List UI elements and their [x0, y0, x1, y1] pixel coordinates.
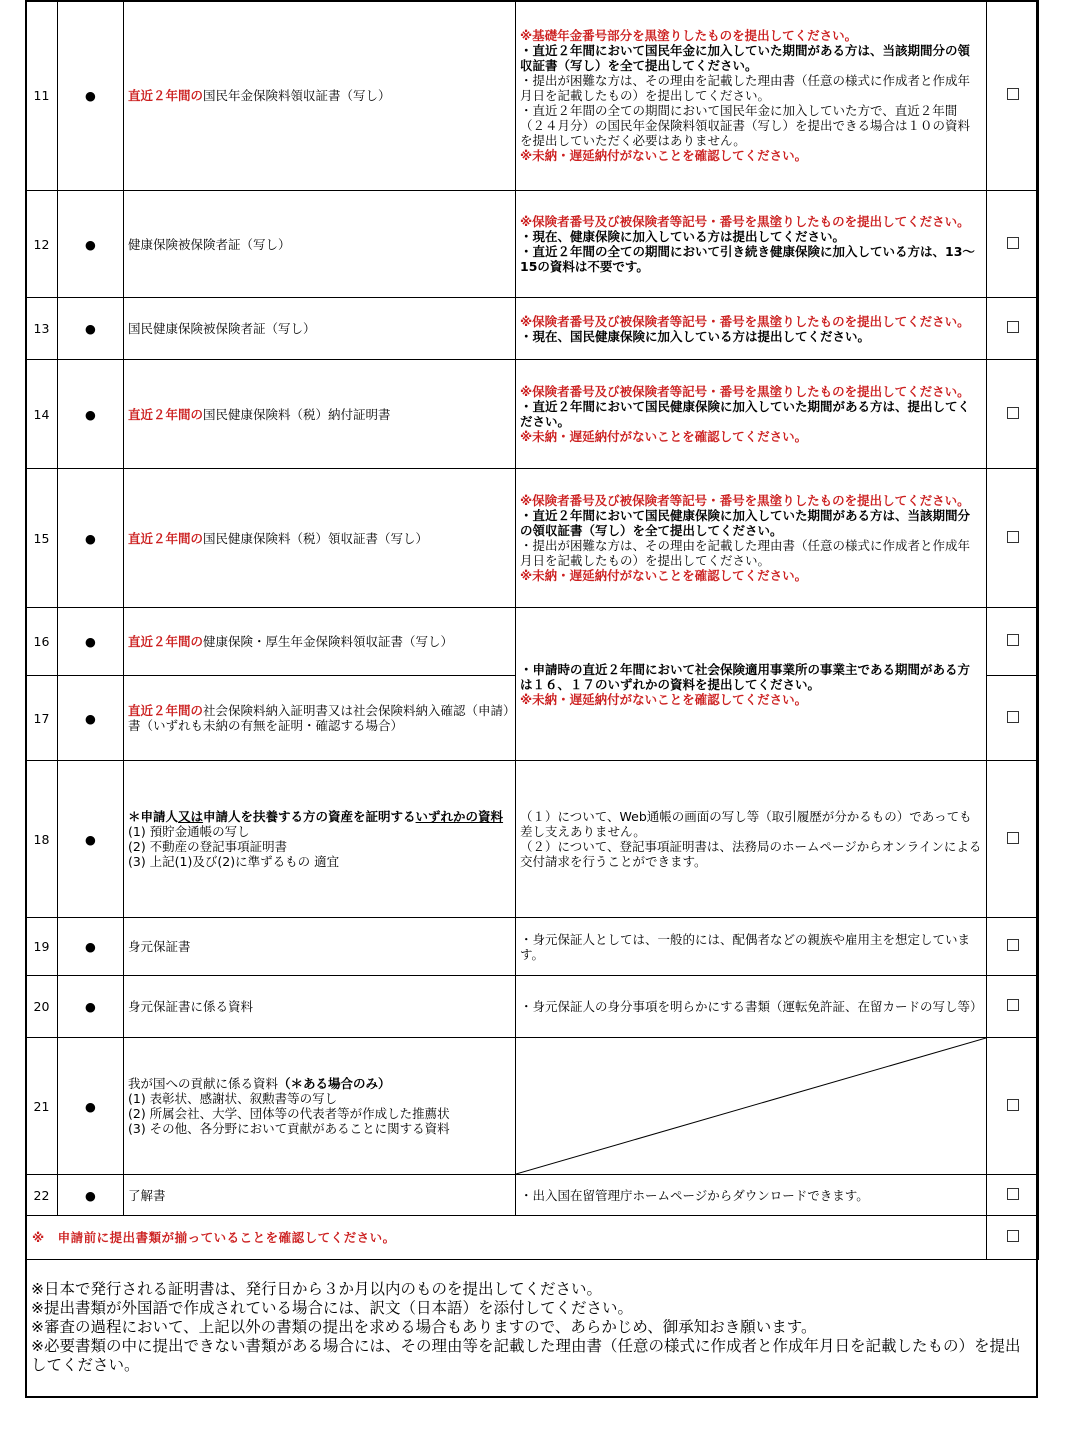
checkbox[interactable]: [1007, 1230, 1019, 1242]
document-notes: ※基礎年金番号部分を黒塗りしたものを提出してください。 ・直近２年間において国民年金に加入していた期間がある方は、当該期間分の領収証書（写し）を全て提出してください。 ・提出が困難な方は、その理由を記載した理由書（任意の様式に作成者と作成年月日を記載したもの）を提出してください。 ・直近２年間の全ての期間において国民年金に加入していた方で、直近２年間（２４月分）の国民年金保険料領収証書（写し）を提出できる場合は１０の資料を提出していただく必要はありません。 ※未納・遅延納付がないことを確認してください。: [516, 1, 987, 191]
required-bullet-icon: ●: [58, 676, 124, 761]
document-name: 国民健康保険被保険者証（写し）: [124, 298, 516, 360]
checkbox-cell[interactable]: [987, 676, 1039, 761]
required-bullet-icon: ●: [58, 1175, 124, 1216]
checkbox[interactable]: [1007, 634, 1019, 646]
row-number: 16: [26, 608, 58, 676]
checkbox-cell[interactable]: [987, 298, 1039, 360]
row-number: 14: [26, 360, 58, 469]
checkbox[interactable]: [1007, 321, 1019, 333]
document-notes: ・申請時の直近２年間において社会保険適用事業所の事業主である期間がある方は１６、１７のいずれかの資料を提出してください。 ※未納・遅延納付がないことを確認してください。: [516, 608, 987, 761]
checkbox[interactable]: [1007, 88, 1019, 100]
table-row: [26, 191, 1039, 298]
document-name: 我が国への貢献に係る資料（＊ある場合のみ） (1) 表彰状、感謝状、叙勲書等の写し (2) 所属会社、大学、団体等の代表者等が作成した推薦状 (3) その他、各分野において貢献があることに関する資料: [124, 1038, 516, 1175]
footer-note: ※審査の過程において、上記以外の書類の提出を求める場合もありますので、あらかじめ、御承知おき願います。: [31, 1318, 817, 1336]
document-notes: ・身元保証人としては、一般的には、配偶者などの親族や雇用主を想定しています。: [516, 918, 987, 976]
required-bullet-icon: ●: [58, 918, 124, 976]
required-bullet-icon: ●: [58, 360, 124, 469]
document-name: 身元保証書に係る資料: [124, 976, 516, 1038]
table-row: [26, 360, 1039, 469]
footer-note: ※必要書類の中に提出できない書類がある場合には、その理由等を記載した理由書（任意の様式に作成者と作成年月日を記載したもの）を提出してください。: [31, 1337, 1021, 1374]
document-notes: （１）について、Web通帳の画面の写し等（取引履歴が分かるもの）であっても差し支えありません。 （２）について、登記事項証明書は、法務局のホームページからオンラインによる交付請求を行うことができます。: [516, 761, 987, 918]
required-bullet-icon: ●: [58, 191, 124, 298]
document-name: 健康保険被保険者証（写し）: [124, 191, 516, 298]
document-notes: ・身元保証人の身分事項を明らかにする書類（運転免許証、在留カードの写し等）: [516, 976, 987, 1038]
checkbox-cell[interactable]: [987, 1216, 1039, 1260]
confirm-message: ※ 申請前に提出書類が揃っていることを確認してください。: [26, 1216, 987, 1260]
checkbox-cell[interactable]: [987, 761, 1039, 918]
required-bullet-icon: ●: [58, 976, 124, 1038]
footer-note: ※提出書類が外国語で作成されている場合には、訳文（日本語）を添付してください。: [31, 1299, 633, 1317]
table-row: [26, 1038, 1039, 1175]
checkbox-cell[interactable]: [987, 191, 1039, 298]
table-row: [26, 976, 1039, 1038]
document-notes: ・出入国在留管理庁ホームページからダウンロードできます。: [516, 1175, 987, 1216]
required-bullet-icon: ●: [58, 761, 124, 918]
checkbox[interactable]: [1007, 237, 1019, 249]
document-notes: ※保険者番号及び被保険者等記号・番号を黒塗りしたものを提出してください。 ・現在、健康保険に加入している方は提出してください。 ・直近２年間の全ての期間において引き続き健康保険に加入している方は、13～15の資料は不要です。: [516, 191, 987, 298]
row-number: 12: [26, 191, 58, 298]
row-number: 20: [26, 976, 58, 1038]
document-name: 直近２年間の社会保険料納入証明書又は社会保険料納入確認（申請）書（いずれも未納の有無を証明・確認する場合）: [124, 676, 516, 761]
table-row: [26, 761, 1039, 918]
row-number: 19: [26, 918, 58, 976]
document-checklist-table: [25, 0, 1039, 1260]
table-row: [26, 1175, 1039, 1216]
checkbox-cell[interactable]: [987, 469, 1039, 608]
document-name: 直近２年間の健康保険・厚生年金保険料領収証書（写し）: [124, 608, 516, 676]
document-name: 了解書: [124, 1175, 516, 1216]
checkbox[interactable]: [1007, 407, 1019, 419]
checkbox[interactable]: [1007, 711, 1019, 723]
checkbox-cell[interactable]: [987, 360, 1039, 469]
required-bullet-icon: ●: [58, 608, 124, 676]
row-number: 13: [26, 298, 58, 360]
diagonal-slash: [516, 1038, 986, 1174]
table-row: [26, 1, 1039, 191]
checkbox-cell[interactable]: [987, 1, 1039, 191]
document-name: 直近２年間の国民健康保険料（税）領収証書（写し）: [124, 469, 516, 608]
not-applicable-cell: [516, 1038, 987, 1175]
checkbox[interactable]: [1007, 1099, 1019, 1111]
table-row: [26, 298, 1039, 360]
document-notes: ※保険者番号及び被保険者等記号・番号を黒塗りしたものを提出してください。 ・直近２年間において国民健康保険に加入していた期間がある方は、提出してください。 ※未納・遅延納付がないことを確認してください。: [516, 360, 987, 469]
required-bullet-icon: ●: [58, 1038, 124, 1175]
document-name: ＊申請人又は申請人を扶養する方の資産を証明するいずれかの資料 (1) 預貯金通帳の写し (2) 不動産の登記事項証明書 (3) 上記(1)及び(2)に準ずるもの 適宜: [124, 761, 516, 918]
checkbox[interactable]: [1007, 939, 1019, 951]
checkbox[interactable]: [1007, 832, 1019, 844]
checkbox-cell[interactable]: [987, 976, 1039, 1038]
footer-notes: [31, 1280, 1031, 1375]
required-bullet-icon: ●: [58, 298, 124, 360]
document-notes: ※保険者番号及び被保険者等記号・番号を黒塗りしたものを提出してください。 ・現在、国民健康保険に加入している方は提出してください。: [516, 298, 987, 360]
checkbox-cell[interactable]: [987, 608, 1039, 676]
document-name: 直近２年間の国民健康保険料（税）納付証明書: [124, 360, 516, 469]
row-number: 17: [26, 676, 58, 761]
row-number: 21: [26, 1038, 58, 1175]
document-notes: ※保険者番号及び被保険者等記号・番号を黒塗りしたものを提出してください。 ・直近２年間において国民健康保険に加入していた期間がある方は、当該期間分の領収証書（写し）を全て提出してください。 ・提出が困難な方は、その理由を記載した理由書（任意の様式に作成者と作成年月日を記載したもの）を提出してください。 ※未納・遅延納付がないことを確認してください。: [516, 469, 987, 608]
required-bullet-icon: ●: [58, 1, 124, 191]
checkbox-cell[interactable]: [987, 918, 1039, 976]
table-row: [26, 608, 1039, 676]
checkbox[interactable]: [1007, 999, 1019, 1011]
row-number: 15: [26, 469, 58, 608]
table-row: [26, 469, 1039, 608]
document-name: 身元保証書: [124, 918, 516, 976]
footer-note: ※日本で発行される証明書は、発行日から３か月以内のものを提出してください。: [31, 1280, 602, 1298]
checkbox[interactable]: [1007, 1188, 1019, 1200]
checkbox-cell[interactable]: [987, 1038, 1039, 1175]
confirm-row: [26, 1216, 1039, 1260]
checkbox[interactable]: [1007, 531, 1019, 543]
required-bullet-icon: ●: [58, 469, 124, 608]
row-number: 11: [26, 1, 58, 191]
row-number: 18: [26, 761, 58, 918]
checkbox-cell[interactable]: [987, 1175, 1039, 1216]
table-row: [26, 918, 1039, 976]
row-number: 22: [26, 1175, 58, 1216]
document-name: 直近２年間の国民年金保険料領収証書（写し）: [124, 1, 516, 191]
